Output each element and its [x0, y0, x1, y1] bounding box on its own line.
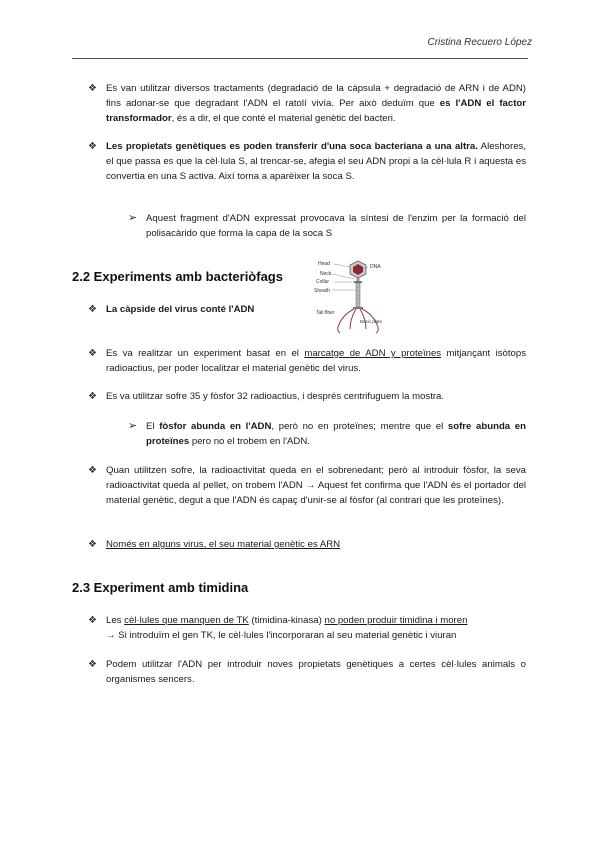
- bold-text: sofre abunda en proteïnes: [146, 421, 526, 448]
- bold-text: es l'ADN el factor transformador: [106, 98, 526, 125]
- label-collar: Collar: [316, 279, 330, 285]
- bullet-diamond-icon: ❖: [88, 659, 97, 670]
- bullet-paragraph: [106, 302, 306, 317]
- section-heading-2-2: 2.2 Experiments amb bacteriòfags: [72, 269, 283, 284]
- header-author: Cristina Recuero López: [427, 37, 532, 48]
- label-head: Head: [318, 261, 330, 267]
- arrow-bullet-icon: ➢: [128, 212, 138, 224]
- tail-fiber-shape: [350, 309, 356, 329]
- label-base-plate: Basic plate: [360, 319, 383, 324]
- underlined-text: cèl·lules que manquen de TK: [124, 615, 249, 626]
- arrow-bullet-icon: ➢: [128, 420, 138, 432]
- text-run: → Si introduïm el gen TK, le cèl·lules l'incorporaran al seu material genètic i viuran: [106, 630, 457, 642]
- bullet-paragraph: [106, 139, 526, 185]
- bullet-paragraph: [106, 537, 526, 552]
- base-plate-shape: [353, 307, 363, 309]
- text-run: Es van utilitzar diversos tractaments (degradació de la càpsula + degradació de ARN i de ADN) fins adonar-se que degradant l'ADN el ratolí vivía. Per això deduïm que: [106, 83, 526, 110]
- label-tail-fiber: Tail fiber: [316, 310, 335, 316]
- bullet-diamond-icon: ❖: [88, 539, 97, 550]
- text-run: El: [146, 421, 160, 432]
- bullet-paragraph: Quan utilitzen sofre, la radioactivitat queda en el sobrenedant; però al introduir fòsfor, la seva radioactivitat queda al pellet, on trobem l'ADN → Aquest fet confirma que l'ADN és el portador del material genètic, degut a que l'ADN és capaç d'unir-se al fòsfor (al contrari que les proteïnes).: [106, 465, 526, 507]
- collar-shape: [354, 281, 362, 283]
- bullet-diamond-icon: ❖: [88, 348, 97, 359]
- text-run: (timidina-kinasa): [248, 615, 325, 626]
- text-run: pero no el trobem en l'ADN.: [189, 436, 310, 448]
- bullet-diamond-icon: ❖: [88, 141, 97, 152]
- bullet-diamond-icon: ❖: [88, 304, 97, 315]
- bullet-diamond-icon: ❖: [88, 83, 97, 94]
- underlined-text: marcatge de ADN y proteïnes: [304, 348, 442, 359]
- neck-shape: [357, 278, 360, 281]
- tail-fiber-shape: [338, 309, 354, 333]
- underlined-text: Només en alguns virus, el seu material genètic es ARN: [106, 539, 341, 550]
- bullet-diamond-icon: ❖: [88, 391, 97, 402]
- bullet-paragraph: [106, 346, 526, 376]
- bullet-paragraph: [106, 81, 526, 127]
- text-run: , és a dir, el que conté el material genètic del bacteri.: [171, 113, 396, 125]
- text-run: mitjançant isòtops radioactius, per poder localitzar el material genètic del virus.: [106, 348, 526, 375]
- bold-text: Les propietats genètiques es poden transferir d'una soca bacteriana a una altra.: [106, 141, 478, 152]
- bullet-diamond-icon: ❖: [88, 615, 97, 626]
- sub-bullet-paragraph: Aquest fragment d'ADN expressat provocava la síntesi de l'enzim per la formació del polisacàrido que forma la capa de la soca S: [146, 213, 526, 240]
- bacteriophage-diagram: [312, 257, 404, 337]
- bullet-paragraph: Podem utilitzar l'ADN per introduir noves propietats genètiques a certes cèl·lules animals o organismes sencers.: [106, 659, 526, 686]
- section-heading-2-3: 2.3 Experiment amb timidina: [72, 580, 249, 595]
- bullet-diamond-icon: ❖: [88, 465, 97, 476]
- sub-bullet-paragraph: [146, 419, 526, 449]
- bullet-paragraph: [106, 613, 526, 643]
- bullet-paragraph: Es va utilitzar sofre 35 y fòsfor 32 radioactius, i després centrifuguem la mostra.: [106, 391, 445, 402]
- text-run: , però no en proteïnes; mentre que el: [271, 421, 448, 432]
- label-neck: Neck: [320, 271, 332, 277]
- label-dna: DNA: [370, 264, 381, 270]
- text-run: Aleshores, el que passa es que la cèl·lula S, al trencar-se, afegia el seu ADN propi a la cèl·lula R i aquesta es convertia en una S activa. Així torna a aparèixer la soca S.: [106, 141, 526, 183]
- bold-text: fòsfor abunda en l'ADN: [159, 421, 272, 432]
- text-run: Les: [106, 615, 125, 626]
- label-sheath: Sheath: [314, 288, 330, 294]
- header-rule: [72, 58, 528, 59]
- bold-text: La càpside del virus conté l'ADN: [106, 304, 255, 315]
- text-run: Es va realitzar un experiment basat en el: [106, 348, 305, 359]
- underlined-text: no poden produir timidina i moren: [324, 615, 468, 626]
